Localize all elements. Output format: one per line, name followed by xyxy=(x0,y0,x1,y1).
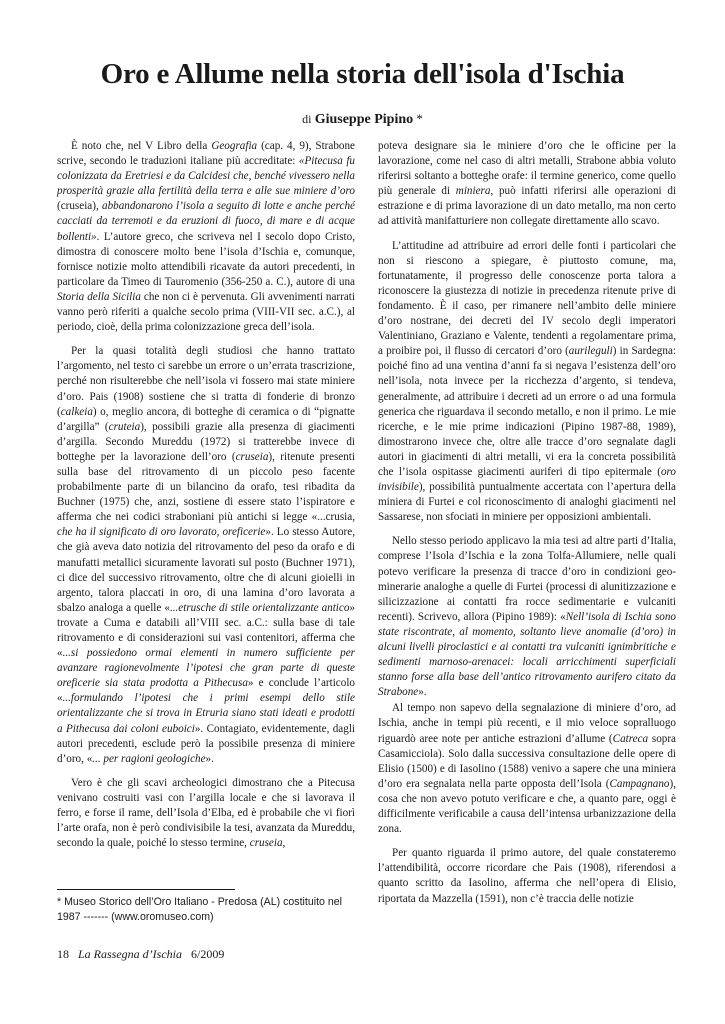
paragraph: Per quanto riguarda il primo autore, del quale constateremo l’attendibilità, occorre ricordare che Pais (1908), riferendosi a quanto scritto da Iasolino, afferma che nell’opera di Elisio, riportata da Mazzella (1591), non c’è traccia delle notizie xyxy=(378,847,676,905)
paragraph: Nello stesso periodo applicavo la mia tesi ad altre parti d’Italia, comprese l’Isola d’Ischia e la zona Tolfa-Allumiere, nelle quali potevo verificare la presenza di tracce d’oro in condizioni geo-minerarie analoghe a quelle di Furtei (processi di alunitizzazione e silicizzazione ai contatti fra rocce sedimentarie e vulcaniti recenti). Scrivevo, allora (Pipino 1989): «Nell’isola di Ischia sono state riscontrate, al momento, soltanto lieve anomalie (d’oro) in alcuni livelli piroclastici e ai contatti tra vulcaniti ignimbritiche e sedimenti marnoso-arenacei: locali arricchimenti superficiali stanno forse alla base dell’antico ritrovamento aurifero citato da Strabone». xyxy=(378,535,676,699)
paragraph: È noto che, nel V Libro della Geografia (cap. 4, 9), Strabone scrive, secondo le traduzioni italiane più accreditate: «Pitecusa fu colonizzata da Eretriesi e da Calcidesi che, benché vivessero nella prosperità grazie alla fertilità della terra e alle sue miniere d’oro (cruseia), abbandonarono l’isola a seguito di lotte e anche perché cacciati da terremoti e da eruzioni di fuoco, di mare e di acque bollenti». L’autore greco, che scriveva nel I secolo dopo Cristo, dimostra di conoscere molto bene l’isola d’Ischia e, comunque, fornisce notizie molto attendibili ricavate da autori precedenti, in particolare da Timeo di Tauromenio (356-250 a. C.), autore di una Storia della Sicilia che non ci è pervenuta. Gli avvenimenti narrati vanno però riferiti a qualche secolo prima (VIII-VII sec. a.C.), al periodo, cioè, della prima colonizzazione greca dell’isola. xyxy=(57,140,355,334)
byline xyxy=(0,111,725,128)
right-column xyxy=(378,139,676,916)
article-title: Oro e Allume nella storia dell'isola d'Ischia xyxy=(100,58,625,90)
author-name: Giuseppe Pipino xyxy=(314,112,414,127)
author-footnote-mark: * xyxy=(416,111,423,126)
left-column xyxy=(57,139,355,860)
paragraph: Al tempo non sapevo della segnalazione di miniere d’oro, ad Ischia, anche in tempi più recenti, e il mio veloce sopralluogo riguardò aree note per antiche estrazioni d’allume (Catreca sopra Casamicciola). Solo dalla successiva consultazione delle opere di Elisio (1500) e di Iasolino (1588) venivo a sapere che una miniera d’oro era segnalata nella parte opposta dell’Isola (Campagnano), cosa che non avevo potuto verificare e che, a quanto pare, oggi è difficilmente verificabile a causa dell’intensa urbanizzazione della zona. xyxy=(378,702,676,836)
paragraph: Per la quasi totalità degli studiosi che hanno trattato l’argomento, nel testo ci sarebbe un errore o un’errata trascrizione, perché non risulterebbe che nell’isola vi fossero mai state miniere d’oro. Pais (1908) sostiene che si tratta di fonderie di bronzo (calkeia) o, meglio ancora, di botteghe di ceramica o di “pignatte d’argilla” (cruteia), possibili grazie alla presenza di giacimenti d’argilla. Secondo Mureddu (1972) si tratterebbe invece di botteghe per la lavorazione dell’oro (cruseia), ritenute presenti sulla base del ritrovamento di un piccolo peso facente probabilmente parte di un bilancino da orafo, tesi ribadita da Buchner (1975) che, anzi, sostiene di essere stato l’ispiratore e afferma che nei codici straboniani più antichi si legge «...crusia, che ha il significato di oro lavorato, oreficerie». Lo stesso Autore, che già aveva dato notizia del ritrovamento del peso da orafo e di manufatti metallici sicuramente lavorati sul posto (Buchner 1971), ci dice del successivo ritrovamento, oltre che di alcuni gioielli in argento, talora placcati in oro, di una lamina d’oro lavorata a sbalzo analoga a quelle «...etrusche di stile orientalizzante antico» trovate a Cuma e databili all’VIII sec. a.C.: sulla base di tale ritrovamento e di considerazioni sui vasi contenitori, afferma che «...si possiedono ormai elementi in numero sufficiente per avanzare ragionevolmente l’ipotesi che gran parte di queste oreficerie sia stata prodotta a Pithecusa» e conclude l’articolo «...formulando l’ipotesi che i primi esempi dello stile orientalizzante che si trova in Etruria siano stati ideati e prodotti a Pithecusa dai coloni euboici». Contagiato, evidentemente, dagli autori precedenti, esclude però la possibile presenza di miniere d’oro, «... per ragioni geologiche». xyxy=(57,345,356,765)
page-number: 18 xyxy=(57,947,69,961)
paragraph: Vero è che gli scavi archeologici dimostrano che a Pitecusa venivano costruiti vasi con l’argilla locale e che si lavorava il ferro, e forse il rame, dell’Isola d’Elba, ed è probabile che vi fiorì l’arte orafa, non è però condivisibile la tesi, avanzata da Mureddu, secondo la quale, poiché lo stesso termine, cruseia, xyxy=(57,776,355,850)
footnote-divider xyxy=(57,889,235,890)
page-footer xyxy=(57,947,224,962)
footnote: * Museo Storico dell’Oro Italiano - Predosa (AL) costituito nel 1987 ------- (www.oromuseo.com) xyxy=(57,896,342,923)
publication-name: La Rassegna d’Ischia xyxy=(78,947,182,961)
byline-prefix: di xyxy=(302,112,312,126)
issue-number: 6/2009 xyxy=(191,947,225,961)
paragraph: L’attitudine ad attribuire ad errori delle fonti i particolari che non si riescono a spiegare, è piuttosto comune, ma, fortunatamente, il progresso delle conoscenze porta talora a riconoscere la giustezza di notizie in precedenza ritenute prive di fondamento. È il caso, per rimanere nell’ambito delle miniere d’oro nostrane, dei decreti del IV secolo degli imperatori Valentiniano, Graziano e Valente, tendenti a regolamentare prima, a proibire poi, il flusso di cercatori d’oro (aurileguli) in Sardegna: poiché fino ad una ventina d’anni fa si negava l’esistenza dell’oro nell’isola, nota invece per la ricchezza d’argento, si tendeva, generalmente, ad attribuire i decreti ad un errore o ad una formula generica che riguardava il secondo metallo, e non il primo. Le mie ricerche, e le mie prime indicazioni (Pipino 1987-88, 1989), dimostrarono invece che, oltre alle tracce d’oro segnalate dagli autori in giacimenti di altri metalli, vi era la concreta possibilità che l’isola ospitasse giacimenti auriferi di tipo epitermale (oro invisibile), possibilità puntualmente accertata con l’apertura della miniera di Furtei e col riconoscimento di analoghi giacimenti nel Sassarese, non sfociati in miniere per opposizioni ambientali. xyxy=(378,239,676,524)
paragraph: poteva designare sia le miniere d’oro che le officine per la lavorazione, come nel caso di altri metalli, Strabone abbia voluto riferirsi soltanto a botteghe orafe: il termine generico, come quello più generale di miniera, può infatti riferirsi alle operazioni di estrazione e di prima lavorazione di un dato metallo, ma non certo ad attività manifatturiere non collegate direttamente allo scavo. xyxy=(378,140,677,228)
